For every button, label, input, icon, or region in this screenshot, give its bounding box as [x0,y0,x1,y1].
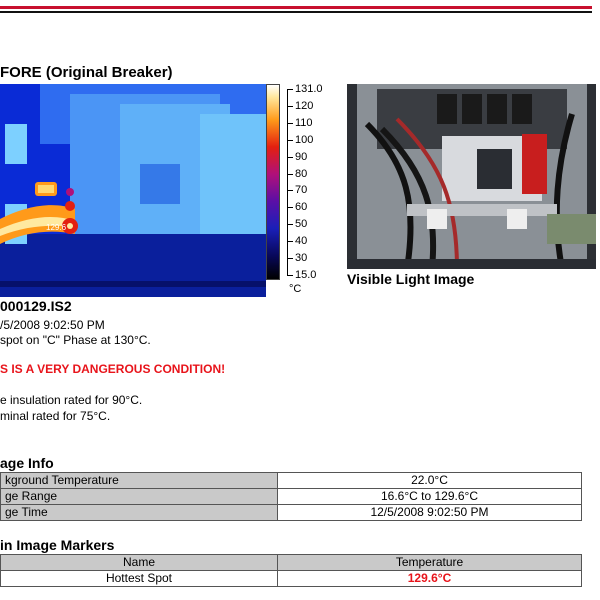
markers-title: in Image Markers [0,537,115,553]
table-row [1,571,582,587]
scale-tick-label: 80 [295,168,308,180]
scale-tick [287,258,293,259]
temperature-color-scale [266,84,280,280]
thermal-spot-label: 129.6 [46,223,67,232]
info-value: 22.0°C [278,473,582,489]
image-file-name: 000129.IS2 [0,298,72,314]
markers-table [0,554,582,587]
scale-tick-label: 100 [295,134,314,146]
section-heading: FORE (Original Breaker) [0,64,173,81]
scale-tick [287,123,293,124]
table-row [1,505,582,521]
image-date-time: /5/2008 9:02:50 PM [0,318,105,332]
header-rule-red [0,6,592,9]
scale-tick-label: 30 [295,252,308,264]
scale-tick-label: 15.0 [295,269,317,281]
header-rule-black [0,11,592,13]
markers-header-name: Name [1,555,278,571]
scale-tick-label: 110 [295,117,313,129]
scale-tick [287,106,293,107]
info-value: 12/5/2008 9:02:50 PM [278,505,582,521]
scale-tick-label: 70 [295,184,308,196]
scale-tick [287,174,293,175]
scale-tick [287,89,293,90]
scale-tick-label: 120 [295,100,314,112]
visible-light-photo [347,84,596,269]
info-label: ge Range [1,489,278,505]
scale-tick [287,224,293,225]
scale-tick [287,140,293,141]
markers-header-temperature: Temperature [278,555,582,571]
scale-tick-label: 40 [295,235,308,247]
scale-tick-label: 90 [295,151,308,163]
scale-tick [287,275,293,276]
scale-tick-label: 50 [295,218,308,230]
scale-tick [287,157,293,158]
spot-note: spot on "C" Phase at 130°C. [0,333,151,347]
info-value: 16.6°C to 129.6°C [278,489,582,505]
table-row [1,473,582,489]
image-info-table [0,472,582,521]
info-label: ge Time [1,505,278,521]
insulation-note: e insulation rated for 90°C. [0,393,143,407]
scale-tick-label: 60 [295,201,308,213]
visible-light-caption: Visible Light Image [347,271,475,287]
scale-axis-line [287,89,288,275]
marker-name: Hottest Spot [1,571,278,587]
marker-temperature: 129.6°C [278,571,582,587]
scale-tick [287,190,293,191]
info-label: kground Temperature [1,473,278,489]
scale-tick [287,241,293,242]
terminal-note: minal rated for 75°C. [0,409,111,423]
danger-warning: S IS A VERY DANGEROUS CONDITION! [0,362,226,376]
image-info-title: age Info [0,455,54,471]
scale-unit: °C [289,283,302,295]
table-header-row [1,555,582,571]
scale-tick-label: 131.0 [295,83,323,95]
table-row [1,489,582,505]
scale-tick [287,207,293,208]
thermal-image [0,84,266,297]
